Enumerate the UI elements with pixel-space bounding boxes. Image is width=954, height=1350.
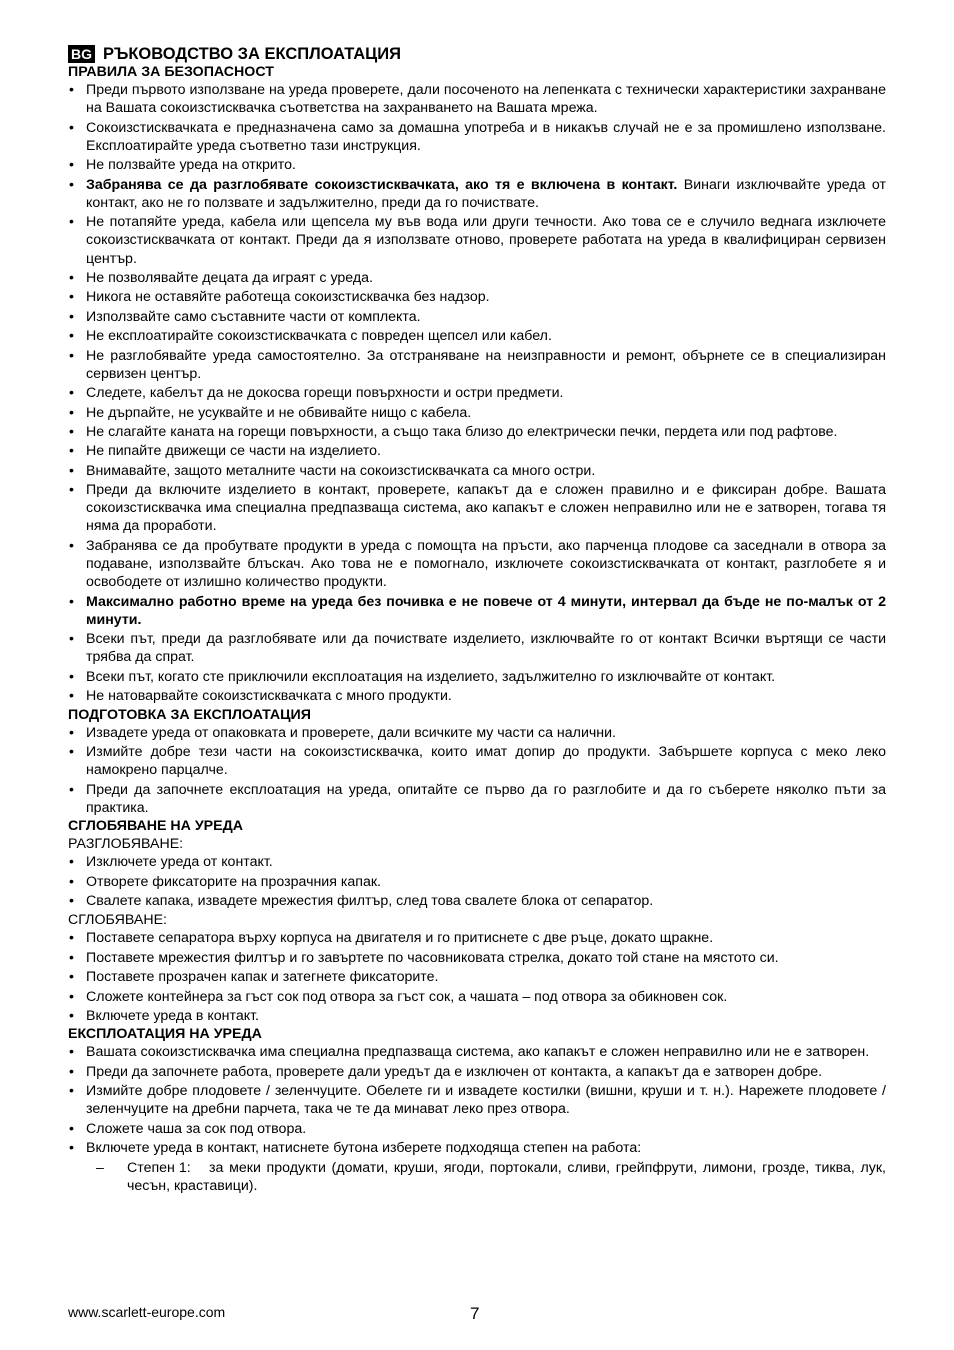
safety-heading: ПРАВИЛА ЗА БЕЗОПАСНОСТ — [68, 64, 274, 80]
language-badge: BG — [68, 45, 95, 63]
item-text: Всеки път, когато сте приключили експлоатация на изделието, задължително го изключвайте от контакт. — [86, 668, 776, 685]
item-text: Измийте добре плодовете / зеленчуците. Обелете ги и извадете костилки (вишни, круши и т. н.). Нарежете плодовете / зеленчуците на дребни парчета, така че те да минават леко през отвора. — [86, 1083, 886, 1118]
safety-list — [68, 81, 886, 705]
dash-marker: – — [96, 1159, 104, 1176]
disassembly-label: РАЗГЛОБЯВАНЕ: — [68, 836, 184, 853]
item-text: Не потапяйте уреда, кабела или щепсела му във вода или други течности. Ако това се е случило веднага изключете сокоизстисквачката от контакт. Преди да я използвате отново, проверете работата на уреда в квалифициран сервизен център. — [86, 214, 886, 267]
item-text: Включете уреда в контакт. — [86, 1007, 259, 1024]
item-text: Преди да започнете експлоатация на уреда, опитайте се първо да го разглобите и да го съберете няколко пъти за практика. — [86, 781, 886, 816]
list-item — [68, 929, 886, 947]
speed-text: за меки продукти (домати, круши, ягоди, портокали, сливи, грейпфрути, лимони, грозде, тиква, лук, чесън, краставици). — [127, 1159, 886, 1194]
list-item — [68, 156, 886, 174]
list-item — [68, 687, 886, 705]
item-text: Отворете фиксаторите на прозрачния капак. — [86, 873, 381, 890]
list-item — [68, 384, 886, 402]
item-text: Включете уреда в контакт, натиснете бутона изберете подходяща степен на работа: — [86, 1140, 642, 1157]
list-item — [68, 347, 886, 383]
item-text: Не натоварвайте сокоизстисквачката с много продукти. — [86, 688, 452, 705]
list-item — [68, 968, 886, 986]
item-text: Свалете капака, извадете мрежестия филтър, след това свалете блока от сепаратор. — [86, 893, 654, 909]
list-item — [68, 781, 886, 817]
list-item — [68, 1082, 886, 1118]
list-item — [68, 1007, 886, 1025]
bold-text: Максимално работно време на уреда без почивка е не повече от 4 минути, интервал да бъде не по-малък от 2 минути. — [86, 593, 886, 628]
list-item — [68, 119, 886, 155]
item-text: Сложете чаша за сок под отвора. — [86, 1120, 307, 1137]
list-item — [68, 724, 886, 742]
list-item — [68, 988, 886, 1006]
list-item — [68, 537, 886, 592]
item-text: Не пипайте движещи се части на изделието. — [86, 443, 381, 460]
list-item — [68, 462, 886, 480]
preparation-heading: ПОДГОТОВКА ЗА ЕКСПЛОАТАЦИЯ — [68, 706, 311, 723]
list-item — [68, 213, 886, 268]
item-text: Измийте добре тези части на сокоизстисквачка, които имат допир до продукти. Забършете корпуса с меко леко намокрено парцалче. — [86, 744, 886, 779]
item-text: Не дърпайте, не усуквайте и не обвивайте нищо с кабела. — [86, 404, 472, 421]
item-text: Винаги изключвайте уреда от контакт, ако не го ползвате и задължително, преди да го почиствате. — [86, 176, 886, 211]
item-text: Преди да включите изделието в контакт, проверете, капакът да е сложен правилно и е фиксиран добре. Вашата сокоизстисквачка има специална предпазваща система, ако капакът е сложен неправилно или не е затворен, тогава тя няма да проработи. — [86, 482, 886, 535]
speed-label: Степен 1: — [127, 1159, 191, 1176]
list-item — [68, 288, 886, 306]
list-item — [68, 176, 886, 212]
item-text: Изключете уреда от контакт. — [86, 854, 273, 871]
page-title: РЪКОВОДСТВО ЗА ЕКСПЛОАТАЦИЯ — [103, 45, 401, 63]
item-text: Не слагайте каната на горещи повърхности, а също така близо до електрически печки, пердета или под рафтове. — [86, 423, 838, 440]
preparation-list — [68, 724, 886, 817]
assembly-label: СГЛОБЯВАНЕ: — [68, 912, 167, 929]
assembly-list — [68, 929, 886, 1025]
list-item — [68, 308, 886, 326]
list-item — [68, 1043, 886, 1061]
list-item — [68, 1063, 886, 1081]
assembly-heading: СГЛОБЯВАНЕ НА УРЕДА — [68, 818, 243, 835]
list-item — [68, 481, 886, 536]
list-item — [68, 81, 886, 117]
list-item — [68, 269, 886, 287]
list-item — [68, 630, 886, 666]
operation-list — [68, 1043, 886, 1157]
list-item — [68, 892, 886, 910]
bold-text: Забранява се да разглобявате сокоизстисквачката, ако тя е включена в контакт. — [86, 176, 678, 193]
operation-heading: ЕКСПЛОАТАЦИЯ НА УРЕДА — [68, 1026, 262, 1043]
item-text: Не разглобявайте уреда самостоятелно. За отстраняване на неизправности и ремонт, обърнете се в специализиран сервизен център. — [86, 347, 886, 382]
list-item — [68, 442, 886, 460]
list-item — [68, 327, 886, 345]
item-text: Не позволявайте децата да играят с уреда. — [86, 269, 373, 286]
list-item — [68, 949, 886, 967]
list-item — [68, 1120, 886, 1138]
item-text: Внимавайте, защото металните части на сокоизстисквачката са много остри. — [86, 462, 596, 479]
item-text: Не експлоатирайте сокоизстисквачката с повреден щепсел или кабел. — [86, 328, 552, 345]
list-item — [68, 423, 886, 441]
item-text: Поставете прозрачен капак и затегнете фиксаторите. — [86, 969, 439, 986]
list-item — [68, 1139, 886, 1157]
title-row — [68, 44, 886, 64]
footer-url[interactable]: www.scarlett-europe.com — [68, 1304, 226, 1320]
disassembly-list — [68, 853, 886, 910]
list-item — [68, 853, 886, 871]
list-item — [68, 873, 886, 891]
item-text: Поставете мрежестия филтър и го завъртете по часовниковата стрелка, докато той стане на мястото си. — [86, 949, 779, 966]
item-text: Следете, кабелът да не докосва горещи повърхности и остри предмети. — [86, 385, 564, 402]
list-item — [68, 404, 886, 422]
item-text: Никога не оставяйте работеща сокоизстисквачка без надзор. — [86, 289, 490, 306]
page-number: 7 — [470, 1304, 480, 1323]
item-text: Вашата сокоизстисквачка има специална предпазваща система, ако капакът е сложен неправилно или не е затворен. — [86, 1044, 870, 1061]
list-item — [68, 668, 886, 686]
item-text: Всеки път, преди да разглобявате или да почиствате изделието, изключвайте го от контакт Всички въртящи се части трябва да спрат. — [86, 631, 886, 666]
item-text: Поставете сепаратора върху корпуса на двигателя и го притиснете с две ръце, докато щракне. — [86, 930, 714, 947]
item-text: Не ползвайте уреда на открито. — [86, 157, 296, 174]
item-text: Забранява се да пробутвате продукти в уреда с помощта на пръсти, ако парченца плодове са заседнали в отвора за подаване, използвайте блъскач. Ако това не е помогнало, изключете сокоизстисквачката от контакт, разглобете я и освободете от излишно количество продукти. — [86, 537, 886, 591]
speed-item — [68, 1159, 886, 1195]
item-text: Използвайте само съставните части от комплекта. — [86, 308, 421, 325]
document-page — [68, 44, 886, 1195]
item-text: Преди първото използване на уреда проверете, дали посоченото на лепенката с технически характеристики захранване на Вашата сокоизстисквачка съответства на захранването на Вашата мрежа. — [86, 82, 886, 117]
list-item — [68, 743, 886, 779]
item-text: Сокоизстисквачката е предназначена само за домашна употреба и в никакъв случай не е за промишлено използване. Експлоатирайте уреда съответно тази инструкция. — [86, 119, 886, 154]
item-text: Сложете контейнера за гъст сок под отвора за гъст сок, а чашата – под отвора за обикновен сок. — [86, 988, 728, 1005]
item-text: Извадете уреда от опаковката и проверете, дали всичките му части са налични. — [86, 724, 616, 741]
item-text: Преди да започнете работа, проверете дали уредът да е изключен от контакта, а капакът да е затворен добре. — [86, 1063, 823, 1080]
list-item — [68, 593, 886, 629]
